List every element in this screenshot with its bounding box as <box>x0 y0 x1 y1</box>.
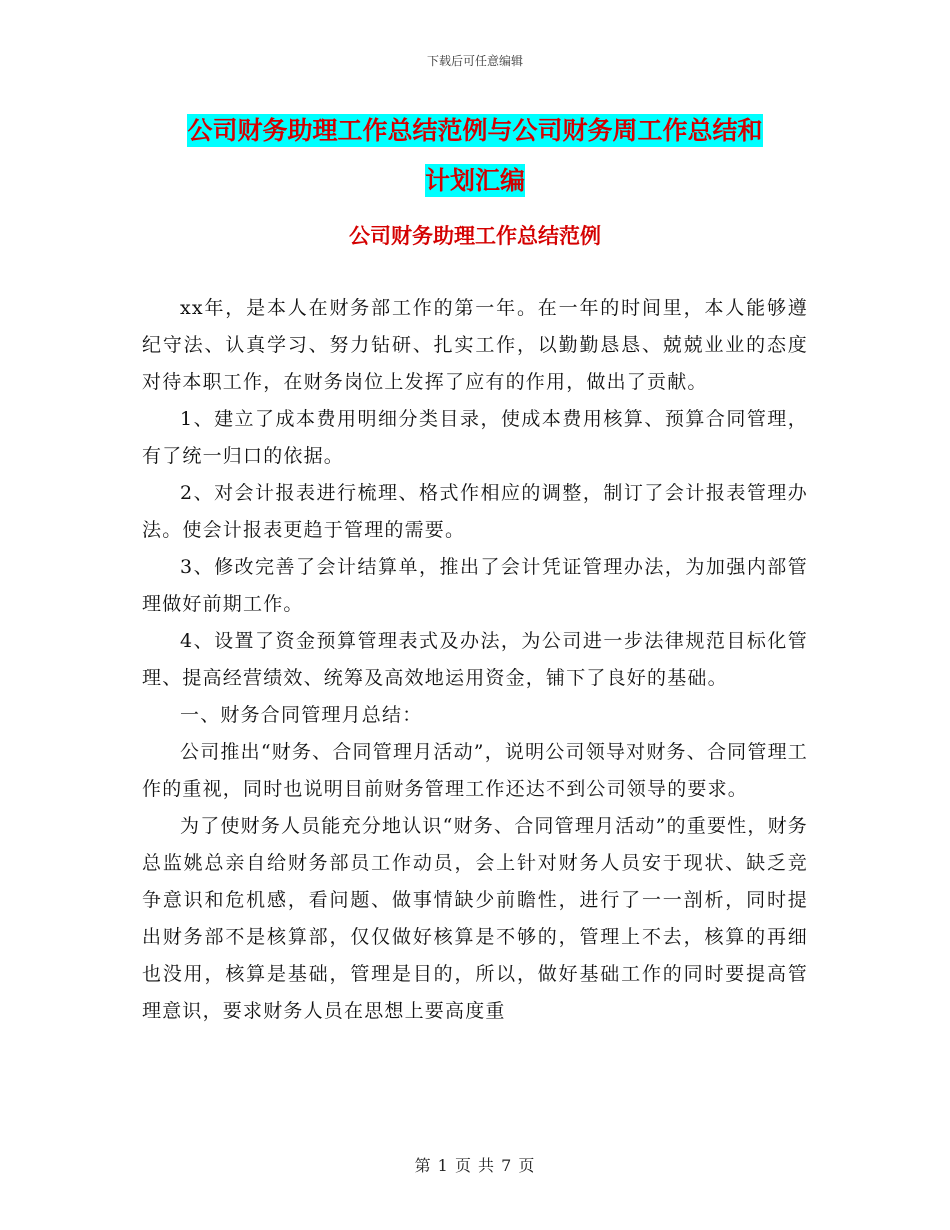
paragraph: 4、设置了资金预算管理表式及办法，为公司进一步法律规范目标化管理、提高经营绩效、统筹及高效地运用资金，铺下了良好的基础。 <box>142 630 808 689</box>
paragraph: 3、修改完善了会计结算单，推出了会计凭证管理办法，为加强内部管理做好前期工作。 <box>142 556 808 615</box>
document-body <box>142 290 808 1030</box>
title-line-2: 计划汇编 <box>424 166 525 195</box>
header-note: 下载后可任意编辑 <box>426 54 523 68</box>
document-title <box>140 106 810 206</box>
paragraph: 公司推出“财务、合同管理月活动”，说明公司领导对财务、合同管理工作的重视，同时也说明目前财务管理工作还达不到公司领导的要求。 <box>142 741 808 800</box>
paragraph: 为了使财务人员能充分地认识“财务、合同管理月活动”的重要性，财务总监姚总亲自给财务部员工作动员，会上针对财务人员安于现状、缺乏竞争意识和危机感，看问题、做事情缺少前瞻性，进行了一一剖析，同时提出财务部不是核算部，仅仅做好核算是不够的，管理上不去，核算的再细也没用，核算是基础，管理是目的，所以，做好基础工作的同时要提高管理意识，要求财务人员在思想上要高度重 <box>142 815 808 1022</box>
title-line-1: 公司财务助理工作总结范例与公司财务周工作总结和 <box>187 116 763 145</box>
section-title: 公司财务助理工作总结范例 <box>349 224 601 248</box>
paragraph: xx年，是本人在财务部工作的第一年。在一年的时间里，本人能够遵纪守法、认真学习、努力钻研、扎实工作，以勤勤恳恳、兢兢业业的态度对待本职工作，在财务岗位上发挥了应有的作用，做出了贡献。 <box>142 297 808 393</box>
paragraph: 2、对会计报表进行梳理、格式作相应的调整，制订了会计报表管理办法。使会计报表更趋于管理的需要。 <box>142 482 808 541</box>
paragraph: 一、财务合同管理月总结： <box>180 704 423 726</box>
paragraph: 1、建立了成本费用明细分类目录，使成本费用核算、预算合同管理，有了统一归口的依据。 <box>142 408 808 467</box>
page-footer: 第 1 页 共 7 页 <box>414 1156 536 1175</box>
